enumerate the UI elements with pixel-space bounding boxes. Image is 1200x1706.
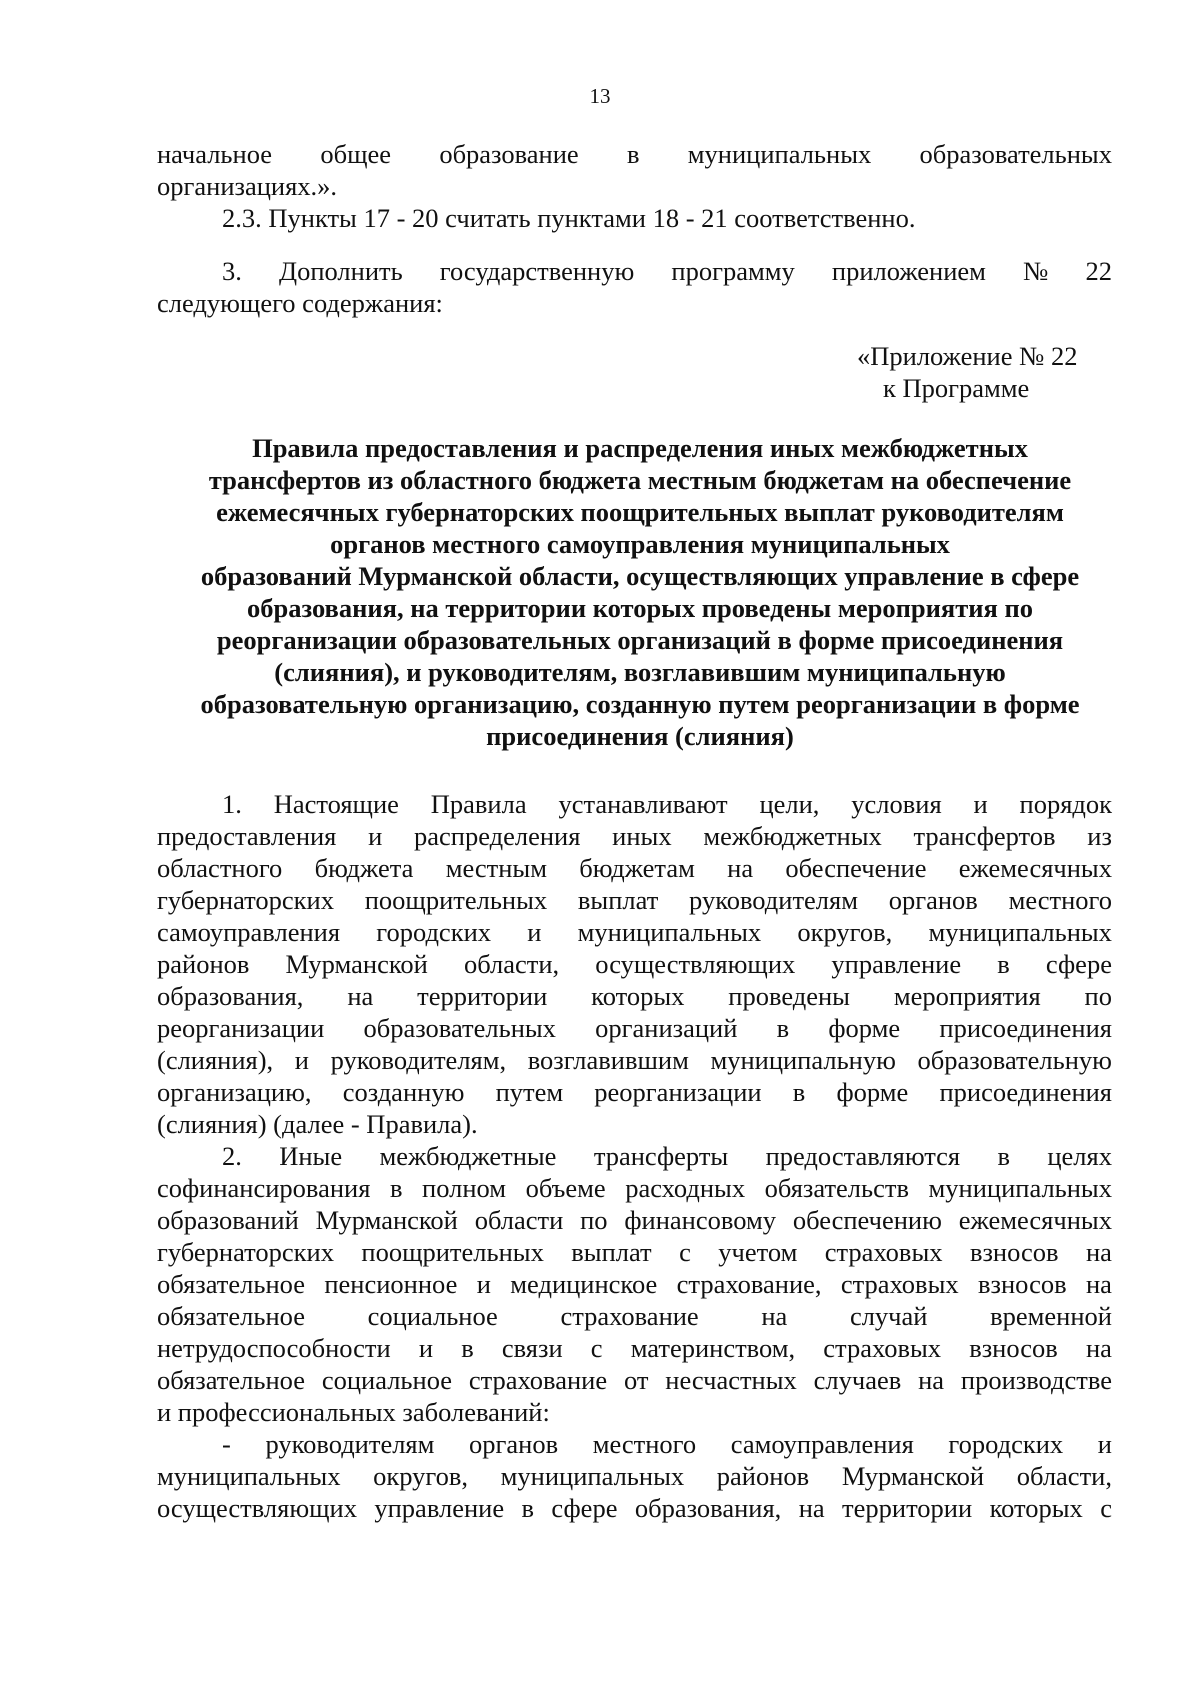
word: Настоящие bbox=[273, 789, 399, 819]
word: образовательных bbox=[919, 139, 1112, 169]
word: по bbox=[580, 1205, 608, 1235]
text-line bbox=[157, 1012, 1112, 1044]
word: социальное bbox=[321, 1365, 453, 1395]
word: страховых bbox=[840, 1269, 959, 1299]
word: образовательных bbox=[363, 1013, 556, 1043]
title-line: присоединения (слияния) bbox=[486, 721, 794, 751]
word: на bbox=[1085, 1333, 1112, 1363]
word: и bbox=[527, 917, 542, 947]
item-2-3: 2.3. Пункты 17 - 20 считать пунктами 18 - 21 соответственно. bbox=[222, 203, 916, 233]
word: форме bbox=[828, 1013, 901, 1043]
word: страхование bbox=[468, 1365, 608, 1395]
word: из bbox=[1087, 821, 1112, 851]
title-line: ежемесячных губернаторских поощрительных выплат руководителям bbox=[216, 497, 1064, 527]
word: в bbox=[776, 1013, 790, 1043]
word: выплат bbox=[577, 885, 659, 915]
text-line bbox=[157, 1044, 1112, 1076]
word: в bbox=[389, 1173, 403, 1203]
word: на bbox=[347, 981, 374, 1011]
word: на bbox=[918, 1365, 945, 1395]
word: в bbox=[461, 1333, 474, 1363]
text-line bbox=[157, 884, 1112, 916]
word: Иные bbox=[279, 1141, 343, 1171]
word: с bbox=[679, 1237, 691, 1267]
word: муниципальную bbox=[710, 1045, 896, 1075]
word: в bbox=[521, 1493, 535, 1523]
word: бюджетам bbox=[579, 853, 695, 883]
word: 2. bbox=[222, 1141, 242, 1171]
text-line: организациях.». bbox=[157, 171, 338, 201]
text-line bbox=[157, 1236, 1112, 1268]
word: округов, bbox=[373, 1461, 468, 1491]
word: несчастных bbox=[665, 1365, 797, 1395]
text-line bbox=[157, 1300, 1112, 1332]
word: сфере bbox=[1045, 949, 1112, 979]
word: государственную bbox=[439, 256, 635, 286]
word: образования, bbox=[634, 1493, 782, 1523]
word: бюджета bbox=[314, 853, 414, 883]
word: пенсионное bbox=[324, 1269, 458, 1299]
word: обеспечению bbox=[792, 1205, 942, 1235]
word: возглавившим bbox=[527, 1045, 689, 1075]
word: на bbox=[798, 1493, 825, 1523]
word: которых bbox=[989, 1493, 1083, 1523]
word: страхование, bbox=[676, 1269, 822, 1299]
word: взносов bbox=[978, 1269, 1067, 1299]
word: ежемесячных bbox=[958, 1205, 1112, 1235]
text-line bbox=[157, 1492, 1112, 1524]
word: межбюджетные bbox=[379, 1141, 557, 1171]
word: Дополнить bbox=[279, 256, 403, 286]
text-line bbox=[157, 852, 1112, 884]
word: взносов bbox=[969, 1333, 1058, 1363]
word: руководителям bbox=[689, 885, 858, 915]
word: нетрудоспособности bbox=[157, 1333, 391, 1363]
word: обязательное bbox=[157, 1301, 305, 1331]
text-line bbox=[157, 1268, 1112, 1300]
word: начальное bbox=[157, 139, 273, 169]
word: 1. bbox=[222, 789, 242, 819]
text-line: (слияния) (далее - Правила). bbox=[157, 1109, 478, 1139]
title-line: образований Мурманской области, осуществляющих управление в сфере bbox=[200, 561, 1080, 591]
word: с bbox=[590, 1333, 603, 1363]
word: присоединения bbox=[939, 1013, 1112, 1043]
word: случай bbox=[849, 1301, 928, 1331]
word: (слияния), bbox=[157, 1045, 274, 1075]
word: случаев bbox=[813, 1365, 902, 1395]
title-line: (слияния), и руководителям, возглавившим муниципальную bbox=[274, 657, 1006, 687]
text-line bbox=[222, 788, 1112, 820]
word: районов bbox=[716, 1461, 810, 1491]
word: муниципальных bbox=[928, 917, 1112, 947]
word: местного bbox=[1008, 885, 1112, 915]
word: и bbox=[294, 1045, 309, 1075]
word: и bbox=[1097, 1429, 1112, 1459]
word: социальное bbox=[367, 1301, 498, 1331]
word: расходных bbox=[625, 1173, 746, 1203]
word: и bbox=[368, 821, 383, 851]
word: сфере bbox=[551, 1493, 618, 1523]
word: с bbox=[1100, 1493, 1112, 1523]
word: на bbox=[1085, 1269, 1112, 1299]
text-line: и профессиональных заболеваний: bbox=[157, 1397, 550, 1427]
title-line: трансфертов из областного бюджета местным бюджетам на обеспечение bbox=[208, 465, 1072, 495]
word: губернаторских bbox=[157, 885, 334, 915]
word: муниципальных bbox=[157, 1461, 341, 1491]
word: трансферты bbox=[593, 1141, 729, 1171]
word: муниципальных bbox=[687, 139, 872, 169]
word: областного bbox=[157, 853, 283, 883]
word: № bbox=[1023, 256, 1049, 286]
appendix-program-label: к Программе bbox=[883, 373, 1030, 403]
text-line bbox=[157, 138, 1112, 170]
word: на bbox=[727, 853, 754, 883]
word: устанавливают bbox=[558, 789, 728, 819]
word: и bbox=[476, 1269, 491, 1299]
word: предоставляются bbox=[765, 1141, 961, 1171]
title-line: Правила предоставления и распределения иных межбюджетных bbox=[252, 433, 1028, 463]
word: выплат bbox=[571, 1237, 652, 1267]
word: взносов bbox=[969, 1237, 1059, 1267]
word: осуществляющих bbox=[595, 949, 796, 979]
word: медицинское bbox=[510, 1269, 658, 1299]
word: губернаторских bbox=[157, 1237, 334, 1267]
word: - bbox=[222, 1429, 231, 1459]
word: органов bbox=[888, 885, 978, 915]
word: по bbox=[1084, 981, 1112, 1011]
text-line bbox=[222, 1428, 1112, 1460]
word: образований bbox=[157, 1205, 299, 1235]
word: территории bbox=[842, 1493, 973, 1523]
word: образование bbox=[439, 139, 579, 169]
page-number: 13 bbox=[589, 84, 611, 108]
title-line: реорганизации образовательных организаций в форме присоединения bbox=[216, 625, 1064, 655]
word: присоединения bbox=[939, 1077, 1112, 1107]
appendix-label: «Приложение № 22 bbox=[857, 341, 1078, 371]
word: управление bbox=[831, 949, 962, 979]
word: организацию, bbox=[157, 1077, 312, 1107]
word: организаций bbox=[595, 1013, 738, 1043]
word: 22 bbox=[1085, 256, 1112, 286]
item-3-line bbox=[222, 255, 1112, 287]
word: софинансирования bbox=[157, 1173, 371, 1203]
word: обязательное bbox=[157, 1365, 305, 1395]
word: Мурманской bbox=[315, 1205, 458, 1235]
word: поощрительных bbox=[364, 885, 548, 915]
text-line bbox=[157, 948, 1112, 980]
word: муниципальных bbox=[928, 1173, 1112, 1203]
word: трансфертов bbox=[913, 821, 1056, 851]
word: предоставления bbox=[157, 821, 337, 851]
word: городских bbox=[376, 917, 491, 947]
word: области, bbox=[1016, 1461, 1112, 1491]
text-line bbox=[157, 1460, 1112, 1492]
word: самоуправления bbox=[157, 917, 341, 947]
word: реорганизации bbox=[157, 1013, 325, 1043]
word: городских bbox=[948, 1429, 1064, 1459]
word: обеспечение bbox=[785, 853, 927, 883]
word: связи bbox=[501, 1333, 563, 1363]
word: обязательное bbox=[157, 1269, 305, 1299]
word: муниципальных bbox=[500, 1461, 685, 1491]
word: в bbox=[997, 1141, 1010, 1171]
word: местного bbox=[592, 1429, 697, 1459]
word: форме bbox=[836, 1077, 909, 1107]
word: образовательную bbox=[917, 1045, 1112, 1075]
word: управление bbox=[374, 1493, 505, 1523]
word: округов, bbox=[797, 917, 893, 947]
word: временной bbox=[990, 1301, 1112, 1331]
word: финансовому bbox=[624, 1205, 776, 1235]
word: 3. bbox=[222, 256, 242, 286]
text-line bbox=[157, 916, 1112, 948]
title-line: образования, на территории которых проведены мероприятия по bbox=[246, 593, 1034, 623]
word: обязательств bbox=[764, 1173, 909, 1203]
text-line bbox=[157, 980, 1112, 1012]
text-line bbox=[157, 1204, 1112, 1236]
word: на bbox=[761, 1301, 788, 1331]
word: межбюджетных bbox=[703, 821, 882, 851]
word: реорганизации bbox=[594, 1077, 762, 1107]
word: проведены bbox=[728, 981, 850, 1011]
word: муниципальных bbox=[577, 917, 762, 947]
word: руководителям, bbox=[330, 1045, 507, 1075]
word: местным bbox=[445, 853, 547, 883]
word: поощрительных bbox=[361, 1237, 544, 1267]
text-line bbox=[157, 1076, 1112, 1108]
word: и bbox=[418, 1333, 434, 1363]
word: руководителям bbox=[265, 1429, 435, 1459]
word: целях bbox=[1047, 1141, 1112, 1171]
text-line bbox=[157, 820, 1112, 852]
word: созданную bbox=[342, 1077, 465, 1107]
word: общее bbox=[320, 139, 392, 169]
word: иных bbox=[612, 821, 672, 851]
word: области bbox=[474, 1205, 564, 1235]
word: полном bbox=[422, 1173, 507, 1203]
word: на bbox=[1085, 1237, 1112, 1267]
text-line bbox=[157, 1332, 1112, 1364]
word: и bbox=[973, 789, 988, 819]
word: в bbox=[792, 1077, 806, 1107]
word: Мурманской bbox=[841, 1461, 985, 1491]
word: Правила bbox=[430, 789, 527, 819]
word: производстве bbox=[960, 1365, 1112, 1395]
word: страховых bbox=[823, 1333, 942, 1363]
title-line: органов местного самоуправления муниципальных bbox=[330, 529, 950, 559]
text-line bbox=[157, 1172, 1112, 1204]
word: цели, bbox=[759, 789, 820, 819]
word: ежемесячных bbox=[958, 853, 1112, 883]
word: от bbox=[623, 1365, 649, 1395]
word: материнством, bbox=[630, 1333, 796, 1363]
word: страховых bbox=[824, 1237, 943, 1267]
word: путем bbox=[495, 1077, 564, 1107]
word: области, bbox=[463, 949, 560, 979]
word: самоуправления bbox=[730, 1429, 914, 1459]
word: Мурманской bbox=[285, 949, 428, 979]
word: образования, bbox=[157, 981, 304, 1011]
word: объеме bbox=[525, 1173, 606, 1203]
word: территории bbox=[417, 981, 548, 1011]
word: учетом bbox=[718, 1237, 798, 1267]
word: страхование bbox=[560, 1301, 699, 1331]
word: условия bbox=[851, 789, 942, 819]
word: программу bbox=[671, 256, 795, 286]
word: районов bbox=[157, 949, 250, 979]
word: в bbox=[997, 949, 1010, 979]
word: осуществляющих bbox=[157, 1493, 357, 1523]
word: порядок bbox=[1019, 789, 1112, 819]
word: приложением bbox=[831, 256, 986, 286]
text-line: следующего содержания: bbox=[157, 288, 443, 318]
word: которых bbox=[591, 981, 685, 1011]
word: в bbox=[626, 139, 640, 169]
word: мероприятия bbox=[893, 981, 1041, 1011]
title-line: образовательную организацию, созданную путем реорганизации в форме bbox=[200, 689, 1080, 719]
text-line bbox=[157, 1364, 1112, 1396]
text-line bbox=[222, 1140, 1112, 1172]
word: органов bbox=[469, 1429, 559, 1459]
word: распределения bbox=[414, 821, 581, 851]
